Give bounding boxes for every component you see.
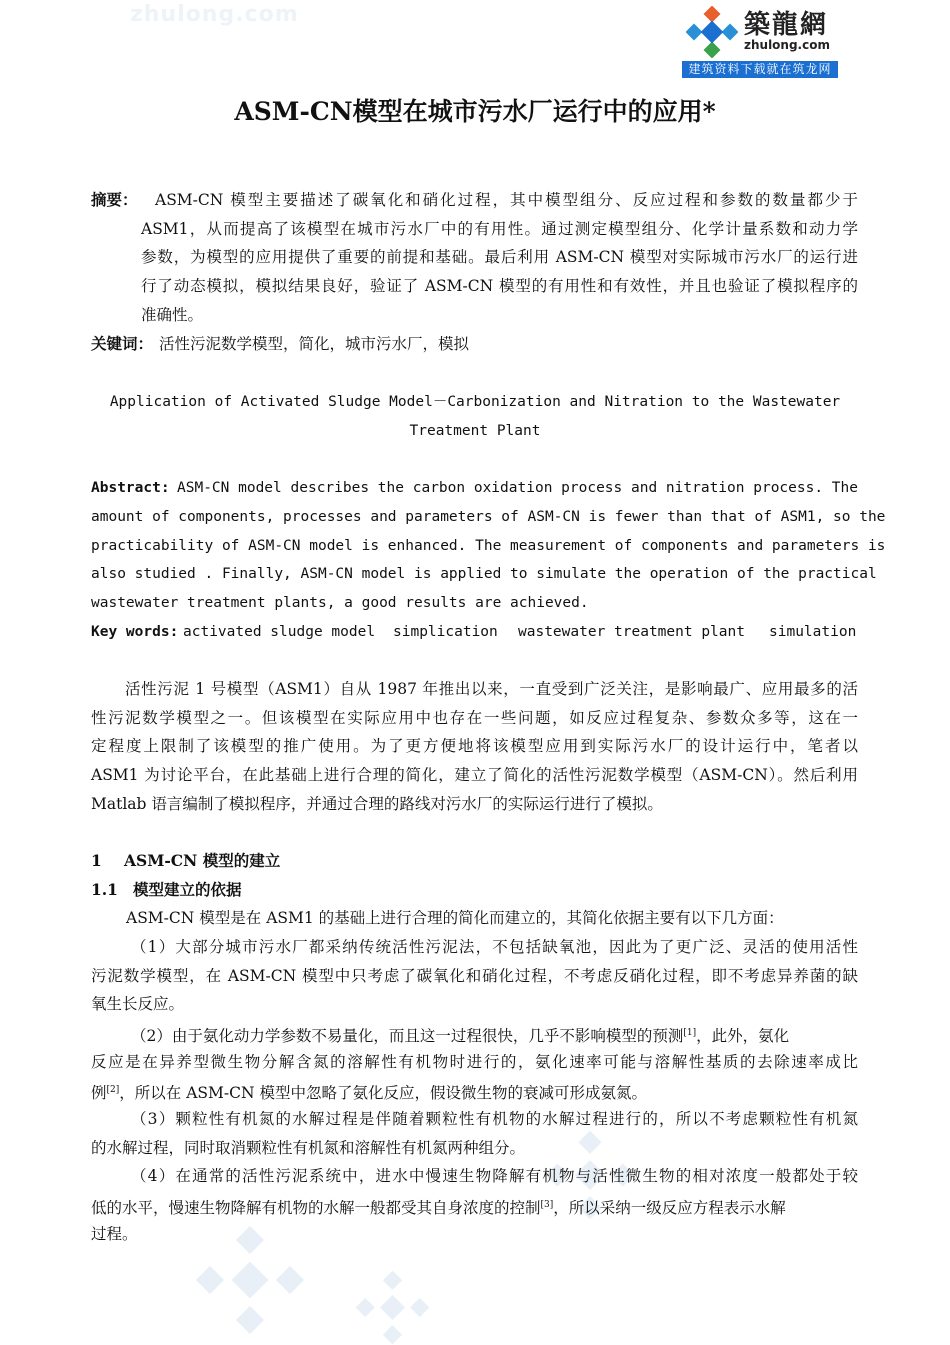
paragraph-text: 低的水平，慢速生物降解有机物的水解一般都受其自身浓度的控制 <box>91 1199 541 1218</box>
intro-line: 活性污泥 1 号模型（ASM1）自从 1987 年推出以来，一直受到广泛关注，是影响最广、应用最多的活 <box>125 680 858 698</box>
logo-box <box>682 2 838 60</box>
intro-line: 性污泥数学模型之一。但该模型在实际应用中也存在一些问题，如反应过程复杂、参数众多等，这在一 <box>91 709 858 727</box>
english-abstract-line: wastewater treatment plants, a good results are achieved. <box>91 595 589 611</box>
english-keyword: wastewater treatment plant <box>518 624 745 640</box>
paragraph-line: 污泥数学模型，在 ASM-CN 模型中只考虑了碳氧化和硝化过程，不考虑反硝化过程，即不考虑异养菌的缺 <box>91 967 858 985</box>
watermark-snowflake-icon <box>355 1270 430 1345</box>
paragraph-text: ，所以在 ASM-CN 模型中忽略了氨化反应，假设微生物的衰减可形成氨氮。 <box>119 1084 647 1103</box>
paragraph-line: （4）在通常的活性污泥系统中，进水中慢速生物降解有机物与活性微生物的相对浓度一般都处于较 <box>131 1167 858 1185</box>
logo-domain: zhulong.com <box>744 38 830 52</box>
paper-title: ASM-CN模型在城市污水厂运行中的应用* <box>234 97 716 126</box>
paragraph-line <box>131 1024 789 1045</box>
intro-line: Matlab 语言编制了模拟程序，并通过合理的路线对污水厂的实际运行进行了模拟。 <box>91 795 663 813</box>
paragraph-line: 的水解过程，同时取消颗粒性有机氮和溶解性有机氮两种组分。 <box>91 1139 526 1157</box>
intro-line: ASM1 为讨论平台，在此基础上进行合理的简化，建立了简化的活性污泥数学模型（ASM-CN）。然后利用 <box>91 766 858 784</box>
citation-ref: [1] <box>683 1028 697 1038</box>
abstract-line: ASM1，从而提高了该模型在城市污水厂中的有用性。通过测定模型组分、化学计量系数和动力学 <box>141 220 858 238</box>
section-heading: ASM-CN 模型的建立 <box>124 851 281 870</box>
english-abstract-line: also studied . Finally, ASM-CN model is applied to simulate the operation of the practical <box>91 566 877 582</box>
english-abstract-line: ASM-CN model describes the carbon oxidation process and nitration process. The <box>177 480 858 496</box>
abstract-line: 准确性。 <box>141 306 204 324</box>
keywords-label: 关键词： <box>91 334 154 353</box>
abstract-line: 行了动态模拟，模拟结果良好，验证了 ASM-CN 模型的有用性和有效性，并且也验证了模拟程序的 <box>141 277 858 295</box>
english-keyword: activated sludge model <box>183 624 376 640</box>
paragraph-line: 过程。 <box>91 1225 138 1243</box>
paragraph-line: （3）颗粒性有机氮的水解过程是伴随着颗粒性有机物的水解过程进行的，所以不考虑颗粒性有机氮 <box>131 1110 858 1128</box>
english-keyword: simulation <box>769 624 857 640</box>
keywords-text: 活性污泥数学模型，简化，城市污水厂，模拟 <box>159 335 470 353</box>
watermark-text: zhulong.com <box>130 2 299 27</box>
paragraph-line: （1）大部分城市污水厂都采纳传统活性污泥法，不包括缺氧池，因此为了更广泛、灵活的使用活性 <box>131 938 858 956</box>
paragraph-line: 氧生长反应。 <box>91 995 185 1013</box>
citation-ref: [3] <box>540 1200 554 1210</box>
abstract-line: ASM-CN 模型主要描述了碳氧化和硝化过程，其中模型组分、反应过程和参数的数量都少于 <box>155 191 858 209</box>
logo-name: 築龍網 <box>744 10 829 40</box>
paragraph-line <box>91 1196 786 1217</box>
paragraph-text: （2）由于氨化动力学参数不易量化，而且这一过程很快，几乎不影响模型的预测 <box>131 1027 684 1046</box>
english-keywords-label: Key words: <box>91 624 179 640</box>
paragraph-text: ，此外，氨化 <box>696 1027 790 1046</box>
citation-ref: [2] <box>106 1085 120 1095</box>
intro-line: 定程度上限制了该模型的推广使用。为了更方便地将该模型应用到实际污水厂的设计运行中，笔者以 <box>91 737 858 755</box>
paragraph-text: 例 <box>91 1084 107 1103</box>
zhulong-logo <box>682 2 838 77</box>
subsection-heading: 模型建立的依据 <box>133 880 242 899</box>
logo-snowflake-icon <box>686 6 738 58</box>
english-abstract-label: Abstract: <box>91 480 170 496</box>
watermark-snowflake-icon <box>195 1225 305 1335</box>
body-intro-line: ASM-CN 模型是在 ASM1 的基础上进行合理的简化而建立的，其简化依据主要有以下几方面： <box>126 909 784 927</box>
english-title-line1: Application of Activated Sludge Model－Carbonization and Nitration to the Wastewater <box>109 394 841 410</box>
abstract-line: 参数，为模型的应用提供了重要的前提和基础。最后利用 ASM-CN 模型对实际城市污水厂的运行进 <box>141 248 858 266</box>
paragraph-line: 反应是在异养型微生物分解含氮的溶解性有机物时进行的，氨化速率可能与溶解性基质的去除速率成比 <box>91 1053 858 1071</box>
english-keyword: simplication <box>393 624 498 640</box>
subsection-number: 1.1 <box>91 880 118 899</box>
abstract-label: 摘要： <box>91 190 138 209</box>
logo-slogan: 建筑资料下载就在筑龙网 <box>682 61 838 78</box>
section-number: 1 <box>91 851 102 870</box>
paragraph-line <box>91 1081 647 1102</box>
paragraph-text: ，所以采纳一级反应方程表示水解 <box>553 1199 786 1218</box>
english-abstract-line: practicability of ASM-CN model is enhanced. The measurement of components and parameters is <box>91 538 886 554</box>
english-title-line2: Treatment Plant <box>409 423 541 439</box>
english-abstract-line: amount of components, processes and parameters of ASM-CN is fewer than that of ASM1, so the <box>91 509 886 525</box>
